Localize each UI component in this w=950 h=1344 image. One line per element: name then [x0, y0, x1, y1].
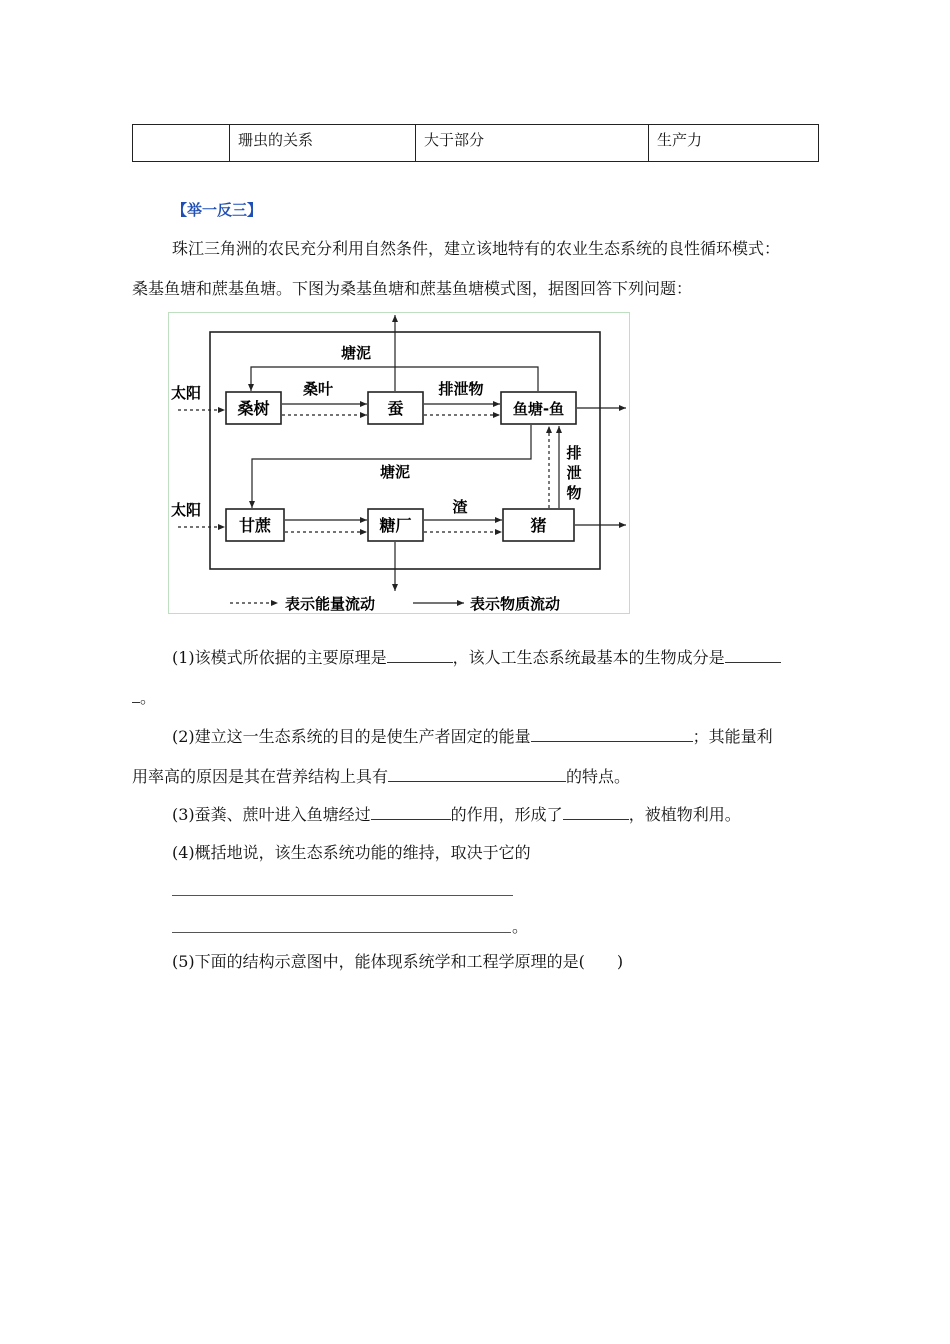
intro-line-1: 珠江三角洲的农民充分利用自然条件，建立该地特有的农业生态系统的良性循环模式：	[172, 239, 781, 258]
excreta-label-v3: 物	[566, 484, 582, 502]
question-3-text-b: 的作用，形成了	[450, 805, 563, 824]
question-1-text-a: (1)该模式所依据的主要原理是	[172, 648, 387, 667]
intro-line-2: 桑基鱼塘和蔗基鱼塘。下图为桑基鱼塘和蔗基鱼塘模式图，据图回答下列问题：	[132, 279, 693, 298]
question-2	[172, 727, 773, 747]
legend-energy-label: 表示能量流动	[285, 595, 376, 613]
mulberry-label: 桑树	[237, 399, 270, 418]
question-1-cont	[132, 688, 156, 708]
fishpond-label: 鱼塘-鱼	[512, 400, 565, 418]
question-3	[172, 805, 741, 825]
question-4-end: 。	[512, 917, 529, 936]
question-3-text-a: (3)蚕粪、蔗叶进入鱼塘经过	[172, 805, 371, 824]
answer-line[interactable]	[172, 932, 511, 933]
answer-blank[interactable]	[531, 727, 693, 742]
top-table	[132, 124, 819, 162]
excreta-label-h: 排泄物	[438, 380, 484, 398]
table-cell	[133, 125, 230, 162]
question-4: (4)概括地说，该生态系统功能的维持，取决于它的	[172, 843, 531, 862]
question-1	[172, 648, 781, 668]
question-1-text-b: ，该人工生态系统最基本的生物成分是	[452, 648, 725, 667]
table-cell: 大于部分	[416, 125, 649, 162]
excreta-label-v1: 排	[566, 444, 582, 462]
question-2-text-d: 的特点。	[566, 767, 631, 786]
question-2-text-c: 用率高的原因是其在营养结构上具有	[132, 767, 389, 786]
answer-blank[interactable]	[725, 648, 781, 663]
section-title: 【举一反三】	[172, 201, 263, 219]
question-1-text-c: 。	[140, 688, 157, 707]
legend-matter-label: 表示物质流动	[470, 595, 561, 613]
answer-blank[interactable]	[563, 805, 629, 820]
residue-label: 渣	[452, 498, 468, 516]
answer-blank[interactable]	[371, 805, 451, 820]
pig-label: 猪	[530, 516, 547, 535]
sun-label-2: 太阳	[171, 501, 202, 519]
sugarcane-label: 甘蔗	[238, 516, 272, 535]
mulberry-leaf-label: 桑叶	[302, 380, 334, 398]
pond-mud-top-label: 塘泥	[340, 344, 372, 362]
answer-blank[interactable]	[387, 648, 453, 663]
question-2-text-a: (2)建立这一生态系统的目的是使生产者固定的能量	[172, 727, 531, 746]
question-2-text-b: ；其能量利	[692, 727, 773, 746]
answer-blank[interactable]	[388, 767, 566, 782]
table-row	[133, 125, 819, 162]
answer-blank[interactable]	[132, 688, 140, 703]
answer-line[interactable]	[172, 895, 513, 896]
question-5: (5)下面的结构示意图中，能体现系统学和工程学原理的是( )	[172, 952, 624, 971]
table-cell: 珊虫的关系	[230, 125, 416, 162]
question-3-text-c: ，被植物利用。	[628, 805, 741, 824]
excreta-label-v2: 泄	[566, 464, 582, 482]
sugar-factory-label: 糖厂	[379, 516, 412, 535]
table-cell: 生产力	[649, 125, 819, 162]
ecosystem-diagram	[168, 312, 630, 614]
question-2-cont	[132, 767, 630, 787]
silkworm-label: 蚕	[387, 399, 404, 418]
pond-mud-mid-label: 塘泥	[379, 463, 411, 481]
sun-label-1: 太阳	[171, 384, 202, 402]
